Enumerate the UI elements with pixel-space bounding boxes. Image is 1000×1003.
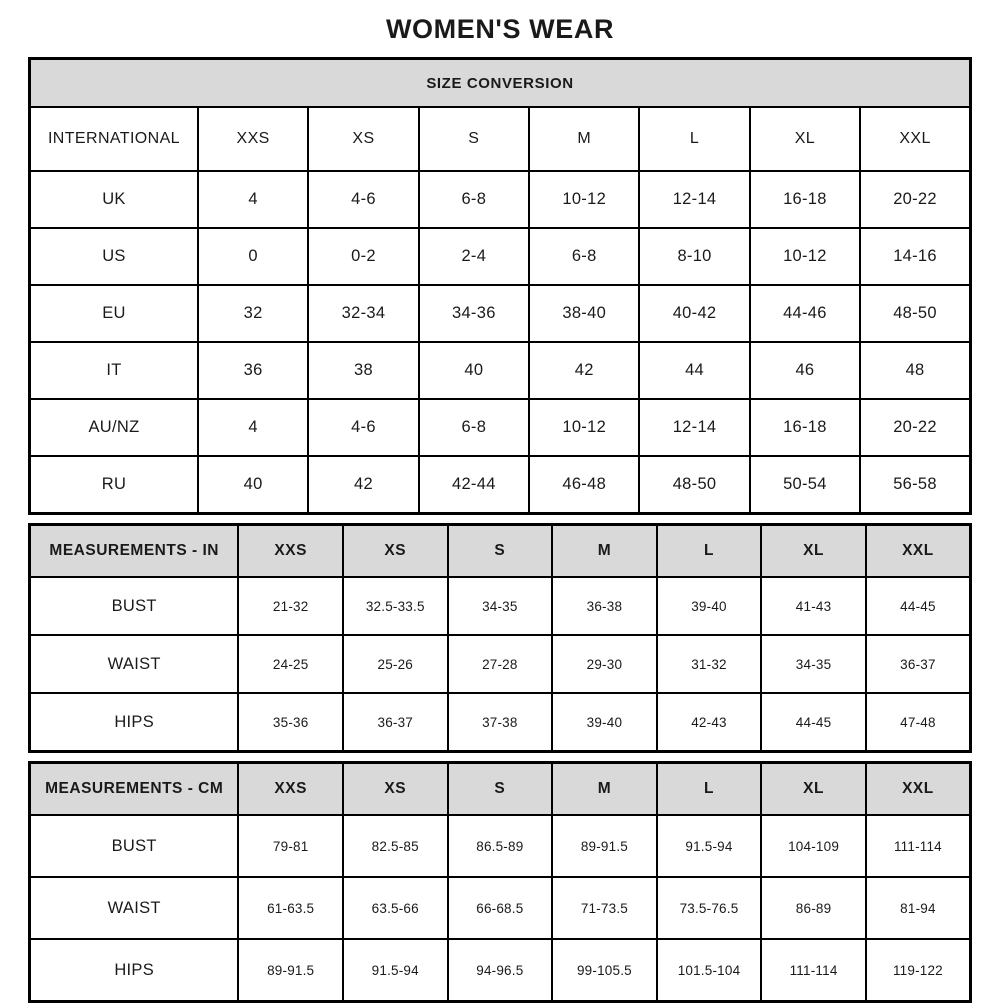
size-value-cell: 89-91.5 [238, 939, 343, 1002]
column-header-row [30, 107, 971, 171]
size-value-cell: 39-40 [657, 577, 762, 635]
size-column-header: XXS [238, 525, 343, 578]
size-value-cell: 34-35 [448, 577, 553, 635]
column-header-row [30, 525, 971, 578]
size-value-cell: 32.5-33.5 [343, 577, 448, 635]
size-column-header: S [448, 763, 553, 816]
size-value-cell: 27-28 [448, 635, 553, 693]
size-value-cell: 12-14 [639, 399, 749, 456]
measurements-in-table [28, 523, 972, 753]
size-value-cell: 14-16 [860, 228, 970, 285]
size-value-cell: 44-46 [750, 285, 860, 342]
size-value-cell: 35-36 [238, 693, 343, 752]
size-value-cell: 94-96.5 [448, 939, 553, 1002]
table-row [30, 399, 971, 456]
size-value-cell: 86.5-89 [448, 815, 553, 877]
table-row [30, 228, 971, 285]
size-value-cell: 2-4 [419, 228, 529, 285]
row-label: AU/NZ [30, 399, 198, 456]
row-label-column-header: MEASUREMENTS - CM [30, 763, 239, 816]
size-value-cell: 104-109 [761, 815, 866, 877]
size-value-cell: 10-12 [529, 171, 639, 228]
size-value-cell: 56-58 [860, 456, 970, 514]
column-header-row [30, 763, 971, 816]
size-value-cell: 0 [198, 228, 308, 285]
size-value-cell: 50-54 [750, 456, 860, 514]
size-value-cell: 29-30 [552, 635, 657, 693]
size-column-header: M [529, 107, 639, 171]
size-value-cell: 111-114 [866, 815, 971, 877]
table-row [30, 342, 971, 399]
size-value-cell: 16-18 [750, 399, 860, 456]
table-row [30, 171, 971, 228]
size-value-cell: 46 [750, 342, 860, 399]
size-value-cell: 48 [860, 342, 970, 399]
size-value-cell: 42-44 [419, 456, 529, 514]
size-column-header: L [657, 763, 762, 816]
table-row [30, 577, 971, 635]
row-label: BUST [30, 815, 239, 877]
size-value-cell: 12-14 [639, 171, 749, 228]
size-column-header: L [657, 525, 762, 578]
size-value-cell: 91.5-94 [343, 939, 448, 1002]
size-value-cell: 73.5-76.5 [657, 877, 762, 939]
size-value-cell: 4 [198, 171, 308, 228]
size-value-cell: 99-105.5 [552, 939, 657, 1002]
size-conversion-table [28, 57, 972, 515]
size-column-header: XS [343, 763, 448, 816]
size-value-cell: 24-25 [238, 635, 343, 693]
row-label: UK [30, 171, 198, 228]
size-value-cell: 20-22 [860, 399, 970, 456]
size-value-cell: 82.5-85 [343, 815, 448, 877]
size-column-header: XXL [866, 763, 971, 816]
size-value-cell: 6-8 [529, 228, 639, 285]
size-value-cell: 44-45 [866, 577, 971, 635]
size-value-cell: 42 [308, 456, 418, 514]
size-column-header: XS [308, 107, 418, 171]
size-value-cell: 32 [198, 285, 308, 342]
size-value-cell: 4 [198, 399, 308, 456]
size-column-header: XL [761, 525, 866, 578]
table-row [30, 815, 971, 877]
size-value-cell: 44-45 [761, 693, 866, 752]
size-column-header: XXS [198, 107, 308, 171]
size-value-cell: 63.5-66 [343, 877, 448, 939]
size-value-cell: 91.5-94 [657, 815, 762, 877]
size-chart-page [28, 0, 972, 1003]
size-column-header: XL [761, 763, 866, 816]
size-value-cell: 42-43 [657, 693, 762, 752]
row-label: EU [30, 285, 198, 342]
size-value-cell: 10-12 [529, 399, 639, 456]
size-value-cell: 8-10 [639, 228, 749, 285]
size-value-cell: 89-91.5 [552, 815, 657, 877]
size-value-cell: 36-37 [343, 693, 448, 752]
row-label: IT [30, 342, 198, 399]
size-column-header: M [552, 525, 657, 578]
size-value-cell: 111-114 [761, 939, 866, 1002]
size-column-header: XXS [238, 763, 343, 816]
size-value-cell: 40 [198, 456, 308, 514]
size-value-cell: 32-34 [308, 285, 418, 342]
table-row [30, 456, 971, 514]
table-banner: SIZE CONVERSION [30, 59, 971, 108]
size-value-cell: 16-18 [750, 171, 860, 228]
size-value-cell: 42 [529, 342, 639, 399]
row-label: WAIST [30, 877, 239, 939]
size-value-cell: 0-2 [308, 228, 418, 285]
size-value-cell: 47-48 [866, 693, 971, 752]
size-value-cell: 37-38 [448, 693, 553, 752]
size-value-cell: 36-37 [866, 635, 971, 693]
row-label: HIPS [30, 939, 239, 1002]
size-value-cell: 20-22 [860, 171, 970, 228]
size-value-cell: 38-40 [529, 285, 639, 342]
size-value-cell: 44 [639, 342, 749, 399]
size-value-cell: 4-6 [308, 399, 418, 456]
size-value-cell: 40-42 [639, 285, 749, 342]
table-row [30, 877, 971, 939]
size-value-cell: 66-68.5 [448, 877, 553, 939]
size-column-header: XS [343, 525, 448, 578]
size-column-header: XL [750, 107, 860, 171]
size-value-cell: 46-48 [529, 456, 639, 514]
size-column-header: S [448, 525, 553, 578]
table-row [30, 939, 971, 1002]
size-value-cell: 21-32 [238, 577, 343, 635]
size-value-cell: 34-36 [419, 285, 529, 342]
row-label: HIPS [30, 693, 239, 752]
size-value-cell: 119-122 [866, 939, 971, 1002]
size-value-cell: 36 [198, 342, 308, 399]
size-value-cell: 79-81 [238, 815, 343, 877]
size-value-cell: 34-35 [761, 635, 866, 693]
table-row [30, 285, 971, 342]
table-row [30, 635, 971, 693]
size-column-header: L [639, 107, 749, 171]
table-banner-row [30, 59, 971, 108]
table-row [30, 693, 971, 752]
row-label: RU [30, 456, 198, 514]
size-value-cell: 40 [419, 342, 529, 399]
size-column-header: XXL [860, 107, 970, 171]
size-value-cell: 6-8 [419, 399, 529, 456]
size-value-cell: 48-50 [860, 285, 970, 342]
size-value-cell: 86-89 [761, 877, 866, 939]
size-value-cell: 48-50 [639, 456, 749, 514]
size-column-header: S [419, 107, 529, 171]
size-value-cell: 71-73.5 [552, 877, 657, 939]
size-value-cell: 36-38 [552, 577, 657, 635]
row-label-column-header: INTERNATIONAL [30, 107, 198, 171]
size-value-cell: 39-40 [552, 693, 657, 752]
row-label: BUST [30, 577, 239, 635]
size-value-cell: 101.5-104 [657, 939, 762, 1002]
size-column-header: M [552, 763, 657, 816]
size-value-cell: 4-6 [308, 171, 418, 228]
row-label: US [30, 228, 198, 285]
size-value-cell: 61-63.5 [238, 877, 343, 939]
size-value-cell: 10-12 [750, 228, 860, 285]
row-label-column-header: MEASUREMENTS - IN [30, 525, 239, 578]
size-value-cell: 6-8 [419, 171, 529, 228]
row-label: WAIST [30, 635, 239, 693]
size-column-header: XXL [866, 525, 971, 578]
measurements-cm-table [28, 761, 972, 1003]
size-value-cell: 41-43 [761, 577, 866, 635]
size-value-cell: 31-32 [657, 635, 762, 693]
size-value-cell: 81-94 [866, 877, 971, 939]
page-title: WOMEN'S WEAR [385, 14, 615, 44]
size-value-cell: 25-26 [343, 635, 448, 693]
size-value-cell: 38 [308, 342, 418, 399]
